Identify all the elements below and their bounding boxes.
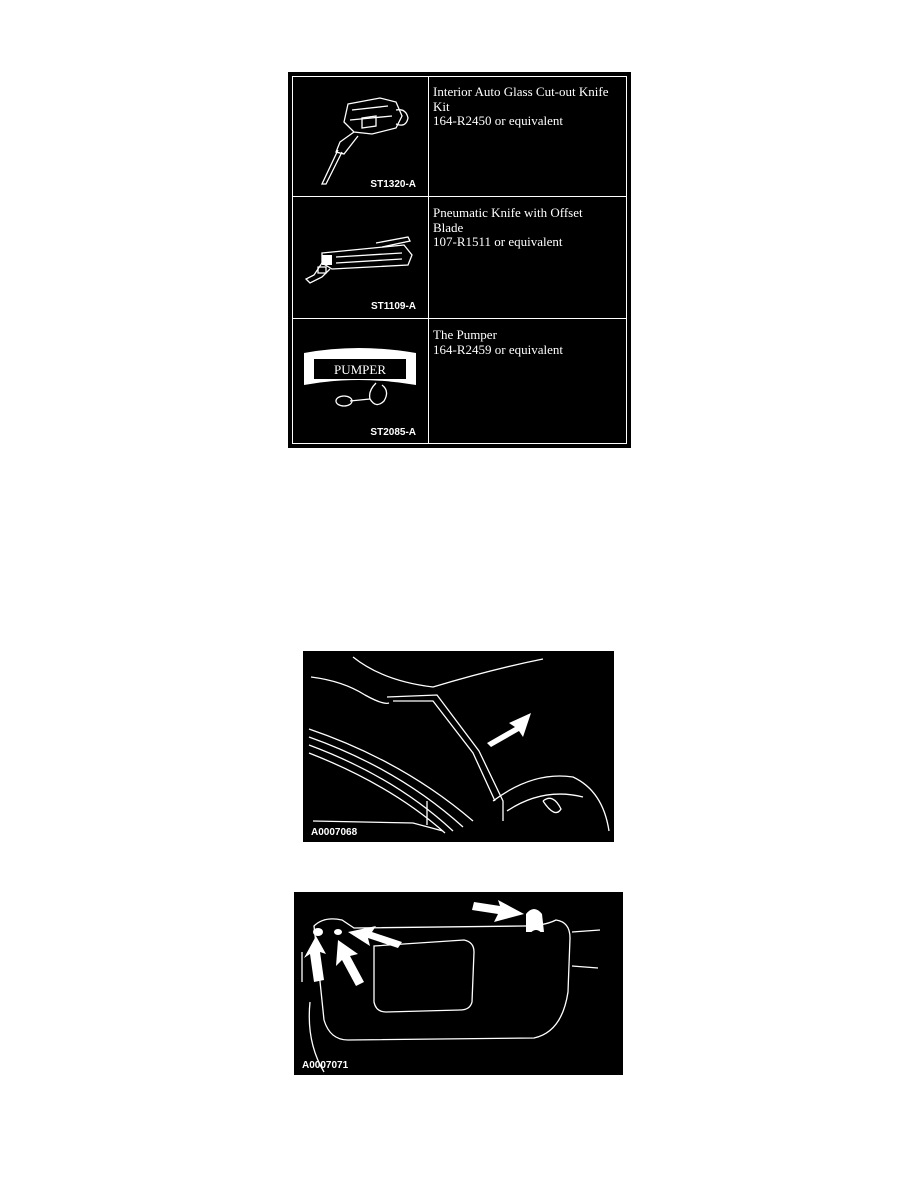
tool-description [433,319,627,444]
figure-code: A0007068 [311,827,358,838]
tool-part-number: 164-R2450 or equivalent [433,113,563,128]
tool-part-number: 107-R1511 or equivalent [433,234,563,249]
a-pillar-trim-icon [303,651,614,842]
tool-name: Interior Auto Glass Cut-out Knife [433,84,609,99]
special-tools-table [288,72,631,448]
figure-a-pillar [303,651,614,842]
tool-description [433,197,627,318]
tool-name-cont: Kit [433,98,450,114]
sun-visor-icon [294,892,623,1075]
tool-code: ST1109-A [370,301,416,312]
tool-row-cutout-knife [292,76,627,196]
tool-row-pneumatic-knife [292,197,627,318]
tool-name: The Pumper [433,327,497,342]
tool-description [433,76,627,196]
tool-image-cell [292,197,429,318]
cutout-knife-icon [292,76,429,196]
tool-image-cell [292,319,429,444]
tool-image-cell [292,76,429,196]
figure-sun-visor [294,892,623,1075]
pumper-label: PUMPER [333,362,387,377]
tool-name: Pneumatic Knife with Offset [433,205,583,220]
tool-code: ST2085-A [370,427,416,438]
tool-name-cont: Blade [433,219,464,235]
pumper-icon [292,319,429,444]
tool-row-pumper [292,319,627,444]
tool-part-number: 164-R2459 or equivalent [433,341,563,357]
pneumatic-knife-icon [292,197,429,318]
tool-code: ST1320-A [370,179,416,190]
figure-code: A0007071 [302,1060,349,1071]
